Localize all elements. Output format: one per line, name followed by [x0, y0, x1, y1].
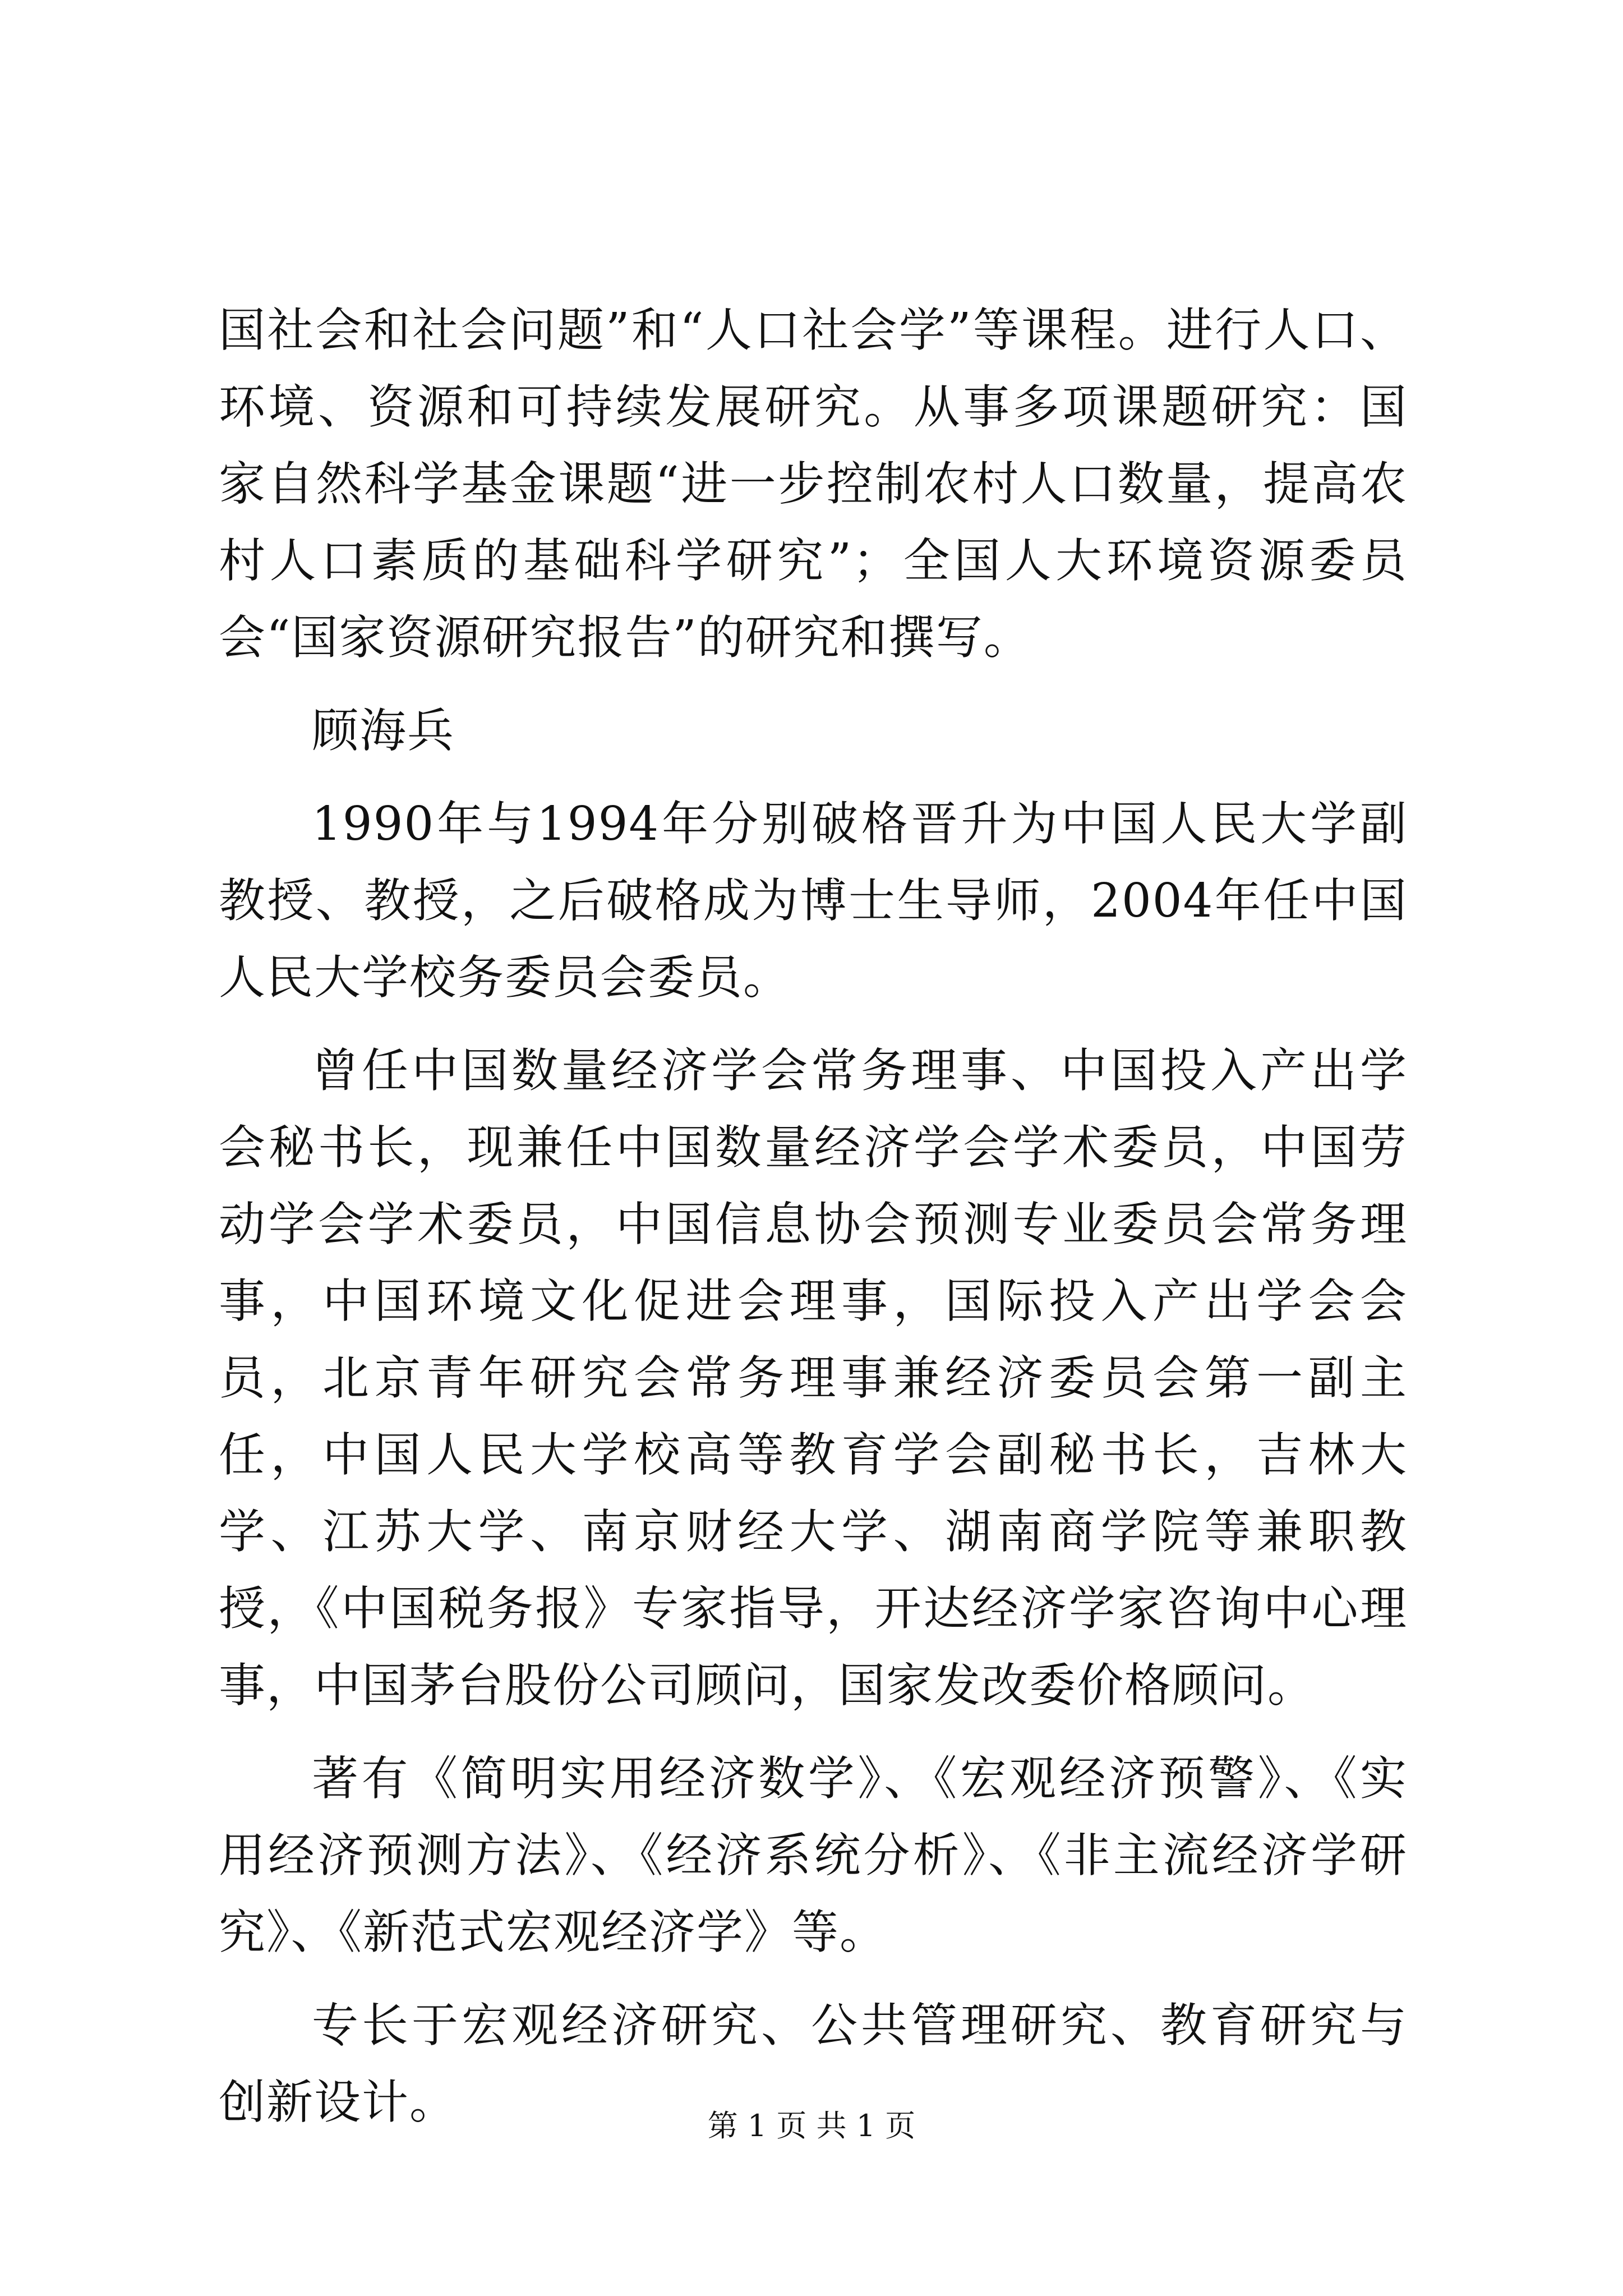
- paragraph-continued-research: 国社会和社会问题”和“人口社会学”等课程。进行人口、环境、资源和可持续发展研究。从事多项课题研究：国家自然科学基金课题“进一步控制农村人口数量，提高农村人口素质的基础科学研究”；全国人大环境资源委员会“国家资源研究报告”的研究和撰写。: [219, 303, 1408, 665]
- document-body: [219, 292, 1408, 2157]
- paragraph-expertise: 专长于宏观经济研究、公共管理研究、教育研究与创新设计。: [219, 1998, 1408, 2129]
- page-footer: 第 1 页 共 1 页: [707, 2108, 916, 2143]
- paragraph-name-heading: 顾海兵: [312, 703, 455, 758]
- paragraph-publications: 著有《简明实用经济数学》、《宏观经济预警》、《实用经济预测方法》、《经济系统分析》、《非主流经济学研究》、《新范式宏观经济学》等。: [219, 1751, 1408, 1959]
- paragraph-career: 1990年与1994年分别破格晋升为中国人民大学副教授、教授，之后破格成为博士生导师，2004年任中国人民大学校务委员会委员。: [219, 797, 1408, 1005]
- paragraph-positions: 曾任中国数量经济学会常务理事、中国投入产出学会秘书长，现兼任中国数量经济学会学术委员，中国劳动学会学术委员，中国信息协会预测专业委员会常务理事，中国环境文化促进会理事，国际投入产出学会会员，北京青年研究会常务理事兼经济委员会第一副主任，中国人民大学校高等教育学会副秘书长，吉林大学、江苏大学、南京财经大学、湖南商学院等兼职教授，《中国税务报》专家指导，开达经济学家咨询中心理事，中国茅台股份公司顾问，国家发改委价格顾问。: [219, 1043, 1408, 1713]
